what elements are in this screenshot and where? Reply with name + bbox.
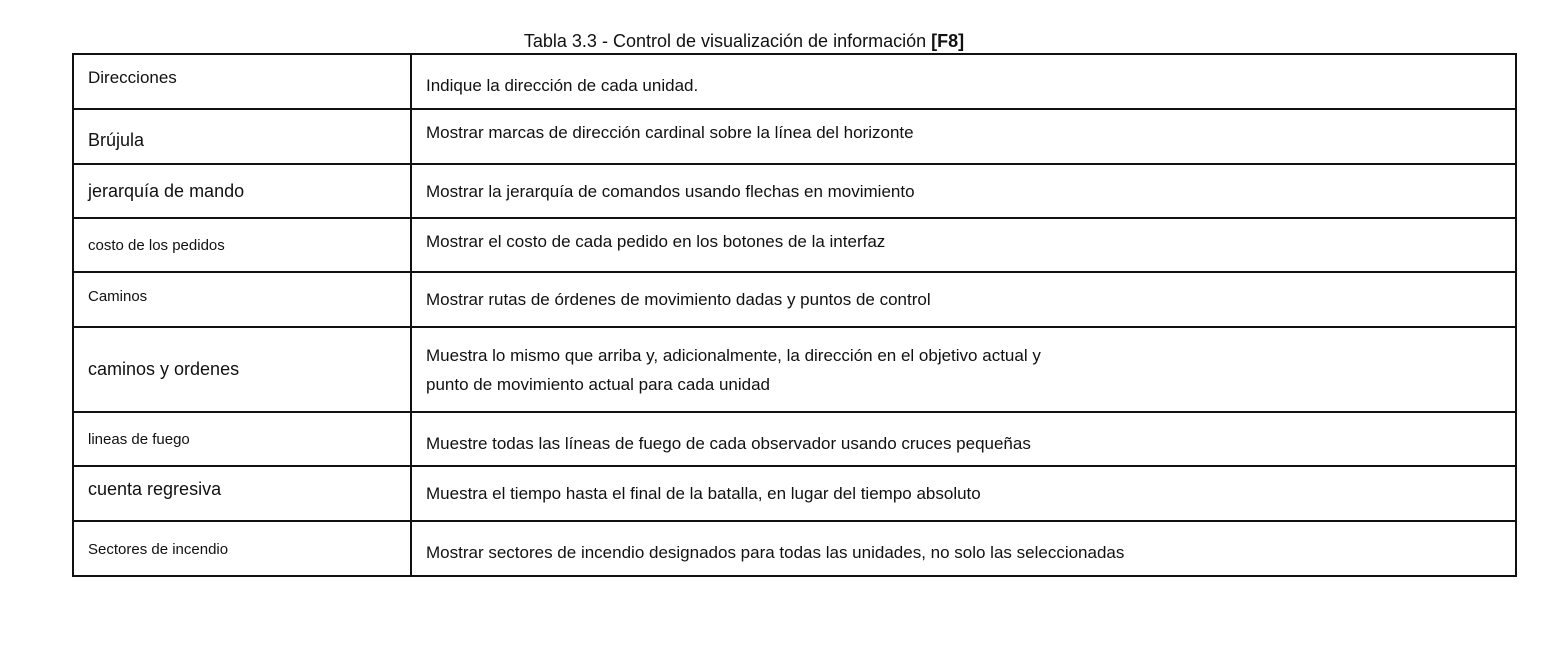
row-desc: Mostrar la jerarquía de comandos usando flechas en movimiento [426, 181, 915, 201]
row-name: Brújula [88, 130, 145, 150]
row-desc-cell [411, 54, 1516, 109]
row-name-cell [73, 272, 411, 327]
row-desc-line: punto de movimiento actual para cada unidad [426, 374, 771, 394]
row-name: costo de los pedidos [88, 237, 225, 254]
row-desc: Mostrar marcas de dirección cardinal sobre la línea del horizonte [426, 123, 914, 142]
row-name: cuenta regresiva [88, 479, 222, 499]
table-row [73, 218, 1516, 272]
row-name: lineas de fuego [88, 431, 190, 448]
row-desc-cell [411, 218, 1516, 272]
table-row [73, 272, 1516, 327]
caption-key: [F8] [931, 31, 965, 51]
row-name: Caminos [88, 287, 148, 305]
row-desc: Indique la dirección de cada unidad. [426, 76, 699, 95]
table-row [73, 327, 1516, 412]
row-desc: Mostrar rutas de órdenes de movimiento dadas y puntos de control [426, 290, 931, 309]
row-name: Sectores de incendio [88, 540, 229, 558]
table-row [73, 412, 1516, 466]
table-row [73, 54, 1516, 109]
row-desc-cell [411, 272, 1516, 327]
row-name-cell [73, 327, 411, 412]
visualization-control-table [72, 53, 1517, 577]
row-desc-line: Muestra lo mismo que arriba y, adicionalmente, la dirección en el objetivo actual y [426, 345, 1041, 365]
row-desc: Muestra el tiempo hasta el final de la batalla, en lugar del tiempo absoluto [426, 484, 981, 503]
table-row [73, 521, 1516, 576]
row-desc-cell [411, 327, 1516, 412]
row-desc: Muestre todas las líneas de fuego de cada observador usando cruces pequeñas [426, 433, 1031, 453]
row-desc-cell [411, 109, 1516, 164]
table-row [73, 109, 1516, 164]
row-desc-cell [411, 412, 1516, 466]
row-name: caminos y ordenes [88, 359, 240, 379]
row-name-cell [73, 466, 411, 521]
row-desc-cell [411, 164, 1516, 218]
row-desc: Mostrar sectores de incendio designados para todas las unidades, no solo las seleccionadas [426, 543, 1125, 562]
row-name: Direcciones [88, 68, 177, 87]
row-name-cell [73, 218, 411, 272]
row-name-cell [73, 54, 411, 109]
caption-text: Tabla 3.3 - Control de visualización de información [523, 31, 932, 51]
row-desc-cell [411, 521, 1516, 576]
table-row [73, 466, 1516, 521]
row-name-cell [73, 521, 411, 576]
table-row [73, 164, 1516, 218]
row-name-cell [73, 109, 411, 164]
row-name-cell [73, 164, 411, 218]
table-caption [0, 29, 1488, 53]
row-name: jerarquía de mando [88, 180, 245, 201]
row-name-cell [73, 412, 411, 466]
row-desc: Mostrar el costo de cada pedido en los botones de la interfaz [426, 231, 886, 251]
row-desc-cell [411, 466, 1516, 521]
